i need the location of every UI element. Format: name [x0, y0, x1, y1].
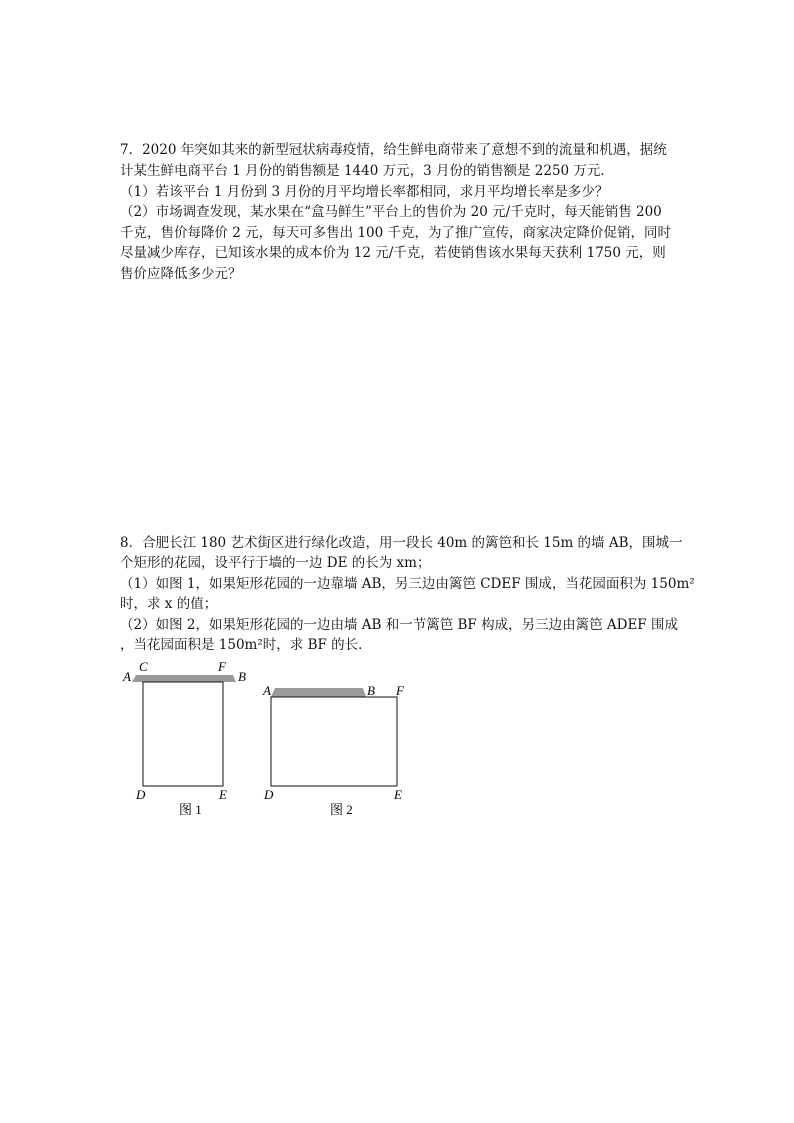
fig2-label-d: D	[264, 787, 274, 802]
q7-line-7: 售价应降低多少元？	[120, 266, 242, 282]
figure-1-wall	[132, 675, 236, 682]
q7-line-2: 计某生鲜电商平台 1 月份的销售额是 1440 万元，3 月份的销售额是 2250 万元．	[120, 163, 614, 179]
q8-line-4: 时，求 x 的值；	[120, 596, 218, 612]
figure-1-garden	[143, 682, 223, 786]
fig2-label-e: E	[394, 787, 402, 802]
fig2-label-b: B	[367, 683, 375, 698]
figure-2	[262, 683, 405, 817]
figure-2-wall	[271, 688, 366, 697]
q7-line-3: （1）若该平台 1 月份到 3 月份的月平均增长率都相同，求月平均增长率是多少？	[120, 184, 609, 200]
fig2-label-a: A	[263, 683, 271, 698]
q7-line-1: 7．2020 年突如其来的新型冠状病毒疫情，给生鲜电商带来了意想不到的流量和机遇，据统	[120, 142, 667, 158]
q8-line-6: ，当花园面积是 150m²时，求 BF 的长．	[120, 637, 372, 653]
fig1-label-b: B	[238, 669, 246, 684]
q8-line-5: （2）如图 2，如果矩形花园的一边由墙 AB 和一节篱笆 BF 构成，另三边由篱笆 ADEF 围成	[120, 617, 678, 633]
fig1-label-d: D	[136, 787, 146, 802]
q7-line-5: 千克，售价每降价 2 元，每天可多售出 100 千克，为了推广宣传，商家决定降价促销，同时	[120, 225, 672, 241]
figure-2-caption: 图 2	[330, 802, 353, 817]
q7-line-4: （2）市场调查发现，某水果在“盒马鲜生”平台上的售价为 20 元/千克时，每天能销售 200	[120, 204, 662, 220]
fig1-label-c: C	[139, 659, 148, 674]
figure-1	[122, 659, 246, 817]
figure-1-caption: 图 1	[179, 802, 202, 817]
q7-line-6: 尽量减少库存，已知该水果的成本价为 12 元/千克，若使销售该水果每天获利 1750 元，则	[120, 245, 666, 261]
figure-2-garden	[271, 697, 397, 786]
fig1-label-e: E	[219, 787, 227, 802]
fig2-label-f: F	[396, 683, 404, 698]
q8-line-2: 个矩形的花园，设平行于墙的一边 DE 的长为 xm；	[120, 555, 431, 571]
q8-line-1: 8．合肥长江 180 艺术街区进行绿化改造，用一段长 40m 的篱笆和长 15m 的墙 AB，围城一	[120, 535, 683, 551]
fig1-label-f: F	[218, 659, 226, 674]
fig1-label-a: A	[123, 669, 131, 684]
q8-line-3: （1）如图 1，如果矩形花园的一边靠墙 AB，另三边由篱笆 CDEF 围成，当花园面积为 150m²	[120, 576, 695, 592]
